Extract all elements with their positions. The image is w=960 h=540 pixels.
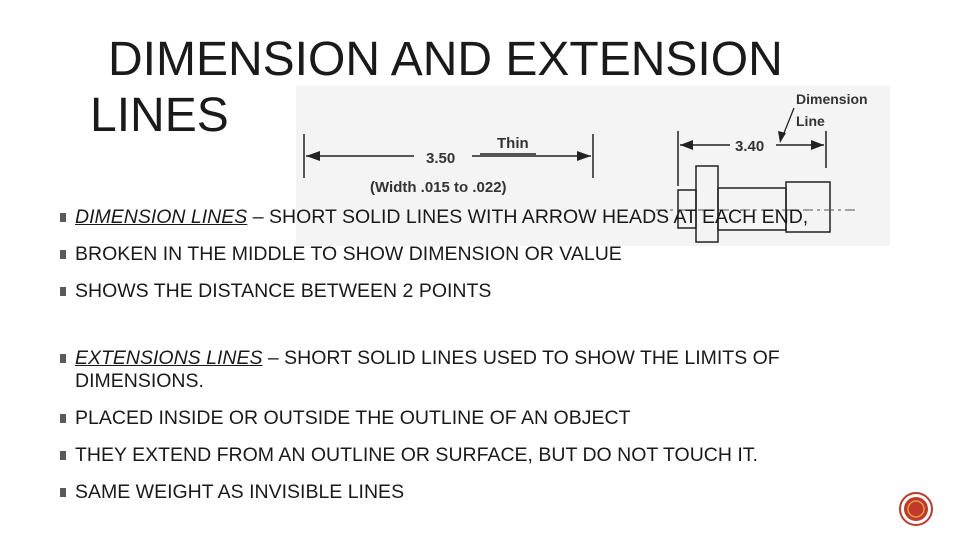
bullet-text: SAME WEIGHT AS INVISIBLE LINES [75,481,405,503]
bullet-text: – SHORT SOLID LINES USED TO SHOW THE LIMITS OF DIMENSIONS. [75,347,780,392]
bullet-item [60,347,860,393]
bullet-marker [60,250,66,259]
bullet-emphasis: DIMENSION LINES [75,206,248,228]
bullet-text: THEY EXTEND FROM AN OUTLINE OR SURFACE, BUT DO NOT TOUCH IT. [75,444,758,466]
width-note: (Width .015 to .022) [370,179,507,196]
bullet-emphasis: EXTENSIONS LINES [75,347,263,369]
bullet-item [60,206,860,229]
thin-label: Thin [497,135,529,152]
bullet-text: PLACED INSIDE OR OUTSIDE THE OUTLINE OF AN OBJECT [75,407,631,429]
dimension-value-right: 3.40 [735,138,765,155]
bullet-item [60,444,860,467]
bullet-list [60,206,860,504]
bullet-text: SHOWS THE DISTANCE BETWEEN 2 POINTS [75,280,492,302]
bullet-marker [60,488,66,497]
bullet-marker [60,354,66,363]
slide-title-line1: DIMENSION AND EXTENSION [108,33,783,86]
slide-title-line2: LINES [90,89,229,142]
bullet-item [60,243,860,266]
bullet-marker [60,287,66,296]
slide-number-badge [898,491,934,527]
bullet-item [60,407,860,430]
bullet-marker [60,451,66,460]
bullet-item [60,280,860,303]
bullet-text: – SHORT SOLID LINES WITH ARROW HEADS AT EACH END, [247,206,809,228]
bullet-marker [60,414,66,423]
bullet-text: BROKEN IN THE MIDDLE TO SHOW DIMENSION OR VALUE [75,243,622,265]
dimension-value-left: 3.50 [426,150,456,167]
callout-line-text: Line [796,113,825,129]
badge-icon [898,491,934,527]
bullet-marker [60,213,66,222]
callout-dimension-text: Dimension [796,91,868,107]
bullet-item [60,481,860,504]
